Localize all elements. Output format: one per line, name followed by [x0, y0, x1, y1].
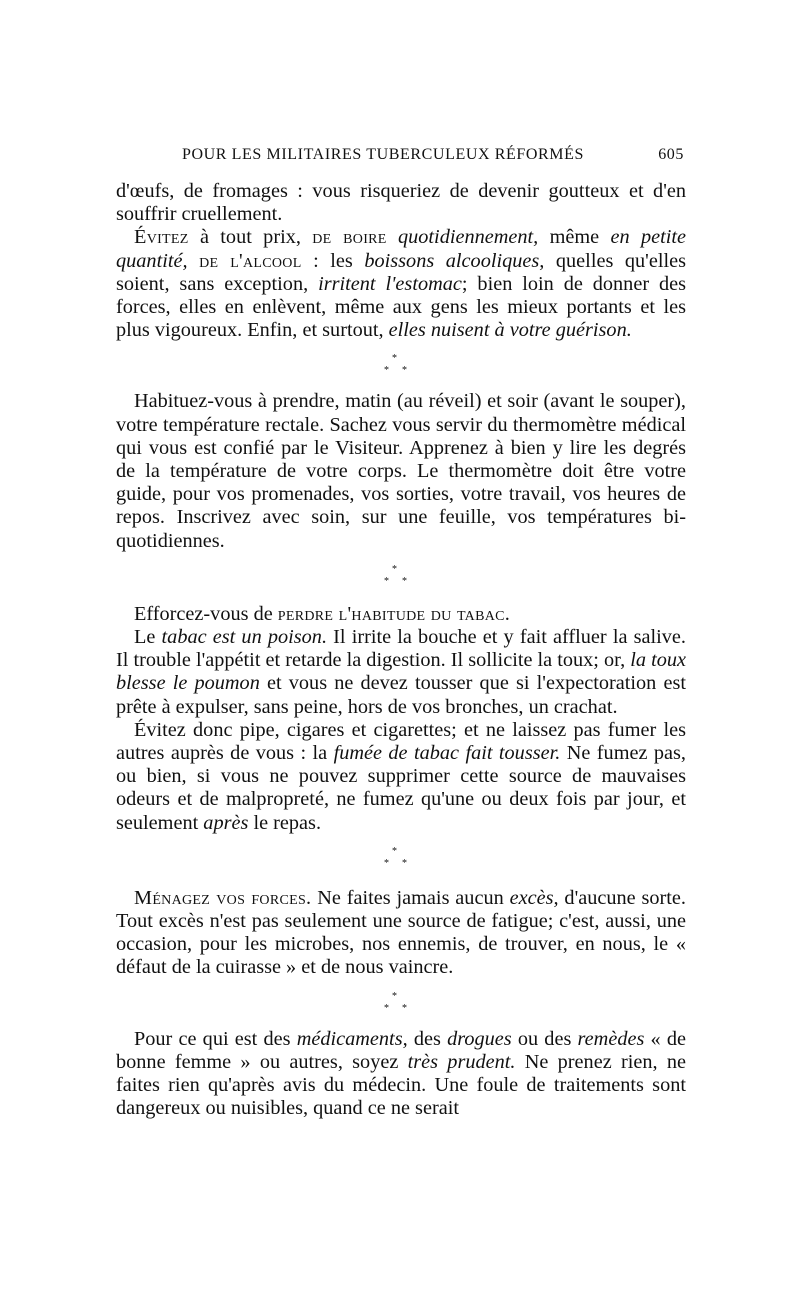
asterism-star: * — [392, 353, 397, 365]
page-number: 605 — [658, 146, 684, 163]
asterism-star: * — [392, 990, 397, 1002]
running-title: POUR LES MILITAIRES TUBERCULEUX RÉFORMÉS — [182, 146, 585, 163]
paragraph-temperature: Habituez-vous à prendre, matin (au réveil) et soir (avant le souper), votre température rectale. Sachez vous servir du thermomètre médical qui vous est confié par le Visiteur. Apprenez à bien y lire les degrés de la température de votre corps. Le thermomètre doit être votre guide, pour vos promenades, vos sorties, votre travail, vos heures de repos. Inscrivez avec soin, sur une feuille, vos températures bi-quotidiennes. — [116, 390, 686, 552]
paragraph-tobacco-poison: Le tabac est un poison. Il irrite la bouche et y fait affluer la salive. Il trouble l'appétit et retarde la digestion. Il sollicite la toux; or, la toux blesse le poumon et vous ne devez tousser que si l'expectoration est prête à expulser, sans peine, hors de vos bronches, un crachat. — [116, 626, 686, 718]
paragraph-eggs-cheese: d'œufs, de fromages : vous risqueriez de devenir goutteux et d'en souffrir cruellement. — [116, 180, 686, 226]
paragraph-medicines: Pour ce qui est des médicaments, des drogues ou des remèdes « de bonne femme » ou autres, soyez très prudent. Ne prenez rien, ne faites rien qu'après avis du médecin. Une foule de traitements sont dangereux ou nuisibles, quand ce ne serait — [116, 1027, 686, 1120]
section-separator — [116, 980, 686, 1028]
asterism-star: * — [402, 365, 407, 377]
running-header — [118, 146, 684, 164]
asterism-star: * — [384, 1002, 389, 1014]
asterism-star: * — [402, 857, 407, 869]
paragraph-spare-strength: Ménagez vos forces. Ne faites jamais aucun excès, d'aucune sorte. Tout excès n'est pas seulement une source de fatigue; c'est, aussi, une occasion, pour les microbes, nos ennemis, de trouver, en nous, le « défaut de la cuirasse » et de nous vaincre. — [116, 886, 686, 979]
page-body — [116, 180, 686, 1121]
asterism-star: * — [402, 1002, 407, 1014]
asterism-star: * — [392, 563, 397, 575]
section-separator — [116, 553, 686, 603]
section-separator — [116, 342, 686, 390]
asterism-star: * — [384, 365, 389, 377]
asterism-star: * — [384, 575, 389, 587]
asterism-star: * — [402, 575, 407, 587]
paragraph-avoid-smoking: Évitez donc pipe, cigares et cigarettes; et ne laissez pas fumer les autres auprès de vous : la fumée de tabac fait tousser. Ne fumez pas, ou bien, si vous ne pouvez supprimer cette source de mauvaises odeurs et de malpropreté, ne fumez qu'une ou deux fois par jour, et seulement après le repas. — [116, 718, 686, 834]
asterism-star: * — [392, 845, 397, 857]
paragraph-tobacco-heading: Efforcez-vous de perdre l'habitude du tabac. — [134, 602, 511, 625]
section-separator — [116, 835, 686, 887]
asterism-star: * — [384, 857, 389, 869]
paragraph-alcohol: Évitez à tout prix, de boire quotidiennement, même en petite quantité, de l'alcool : les boissons alcooliques, quelles qu'elles soient, sans exception, irritent l'estomac; bien loin de donner des forces, elles en enlèvent, même aux gens les mieux portants et les plus vigoureux. Enfin, et surtout, elles nuisent à votre guérison. — [116, 226, 687, 342]
